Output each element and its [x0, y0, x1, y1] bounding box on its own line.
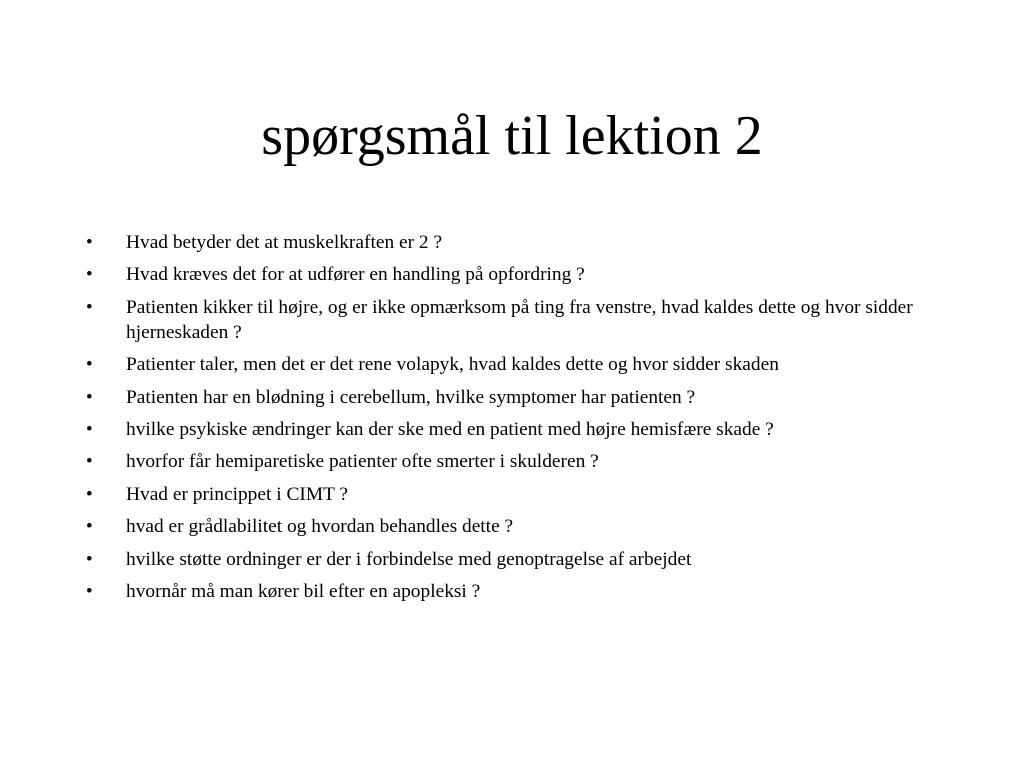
bullet-icon: • [86, 483, 93, 505]
bullet-icon: • [86, 548, 93, 570]
list-item [83, 352, 923, 377]
question-text: Hvad betyder det at muskelkraften er 2 ? [126, 232, 443, 253]
list-item [83, 579, 923, 604]
list-item [83, 449, 923, 474]
list-item [83, 547, 923, 572]
bullet-icon: • [86, 516, 93, 538]
question-text: hvad er grådlabilitet og hvordan behandles dette ? [126, 516, 514, 538]
question-text: hvorfor får hemiparetiske patienter ofte smerter i skulderen ? [126, 451, 599, 473]
question-text: hvilke støtte ordninger er der i forbindelse med genoptragelse af arbejdet [126, 548, 692, 570]
question-text: hvornår må man kører bil efter en apopleksi ? [126, 580, 481, 602]
question-text: Hvad kræves det for at udfører en handling på opfordring ? [126, 264, 585, 286]
bullet-icon: • [86, 451, 93, 473]
list-item [83, 385, 923, 410]
list-item [83, 295, 923, 345]
list-item [83, 482, 923, 507]
list-item [83, 262, 923, 287]
question-list [83, 230, 923, 611]
question-text: Patienten kikker til højre, og er ikke opmærksom på ting fra venstre, hvad kaldes dette og hvor sidder hjerneskaden ? [126, 296, 913, 343]
question-text: Patienter taler, men det er det rene volapyk, hvad kaldes dette og hvor sidder skaden [126, 354, 779, 376]
slide-title: spørgsmål til lektion 2 [261, 105, 763, 167]
question-text: Patienten har en blødning i cerebellum, hvilke symptomer har patienten ? [126, 386, 696, 408]
list-item [83, 230, 923, 255]
bullet-icon: • [86, 232, 93, 253]
list-item [83, 417, 923, 442]
bullet-icon: • [86, 386, 93, 408]
list-item [83, 514, 923, 539]
bullet-icon: • [86, 418, 93, 440]
bullet-icon: • [86, 264, 93, 286]
question-text: Hvad er princippet i CIMT ? [126, 483, 349, 505]
question-text: hvilke psykiske ændringer kan der ske med en patient med højre hemisfære skade ? [126, 418, 774, 440]
bullet-icon: • [86, 580, 93, 602]
bullet-icon: • [86, 354, 93, 376]
bullet-icon: • [86, 296, 93, 318]
